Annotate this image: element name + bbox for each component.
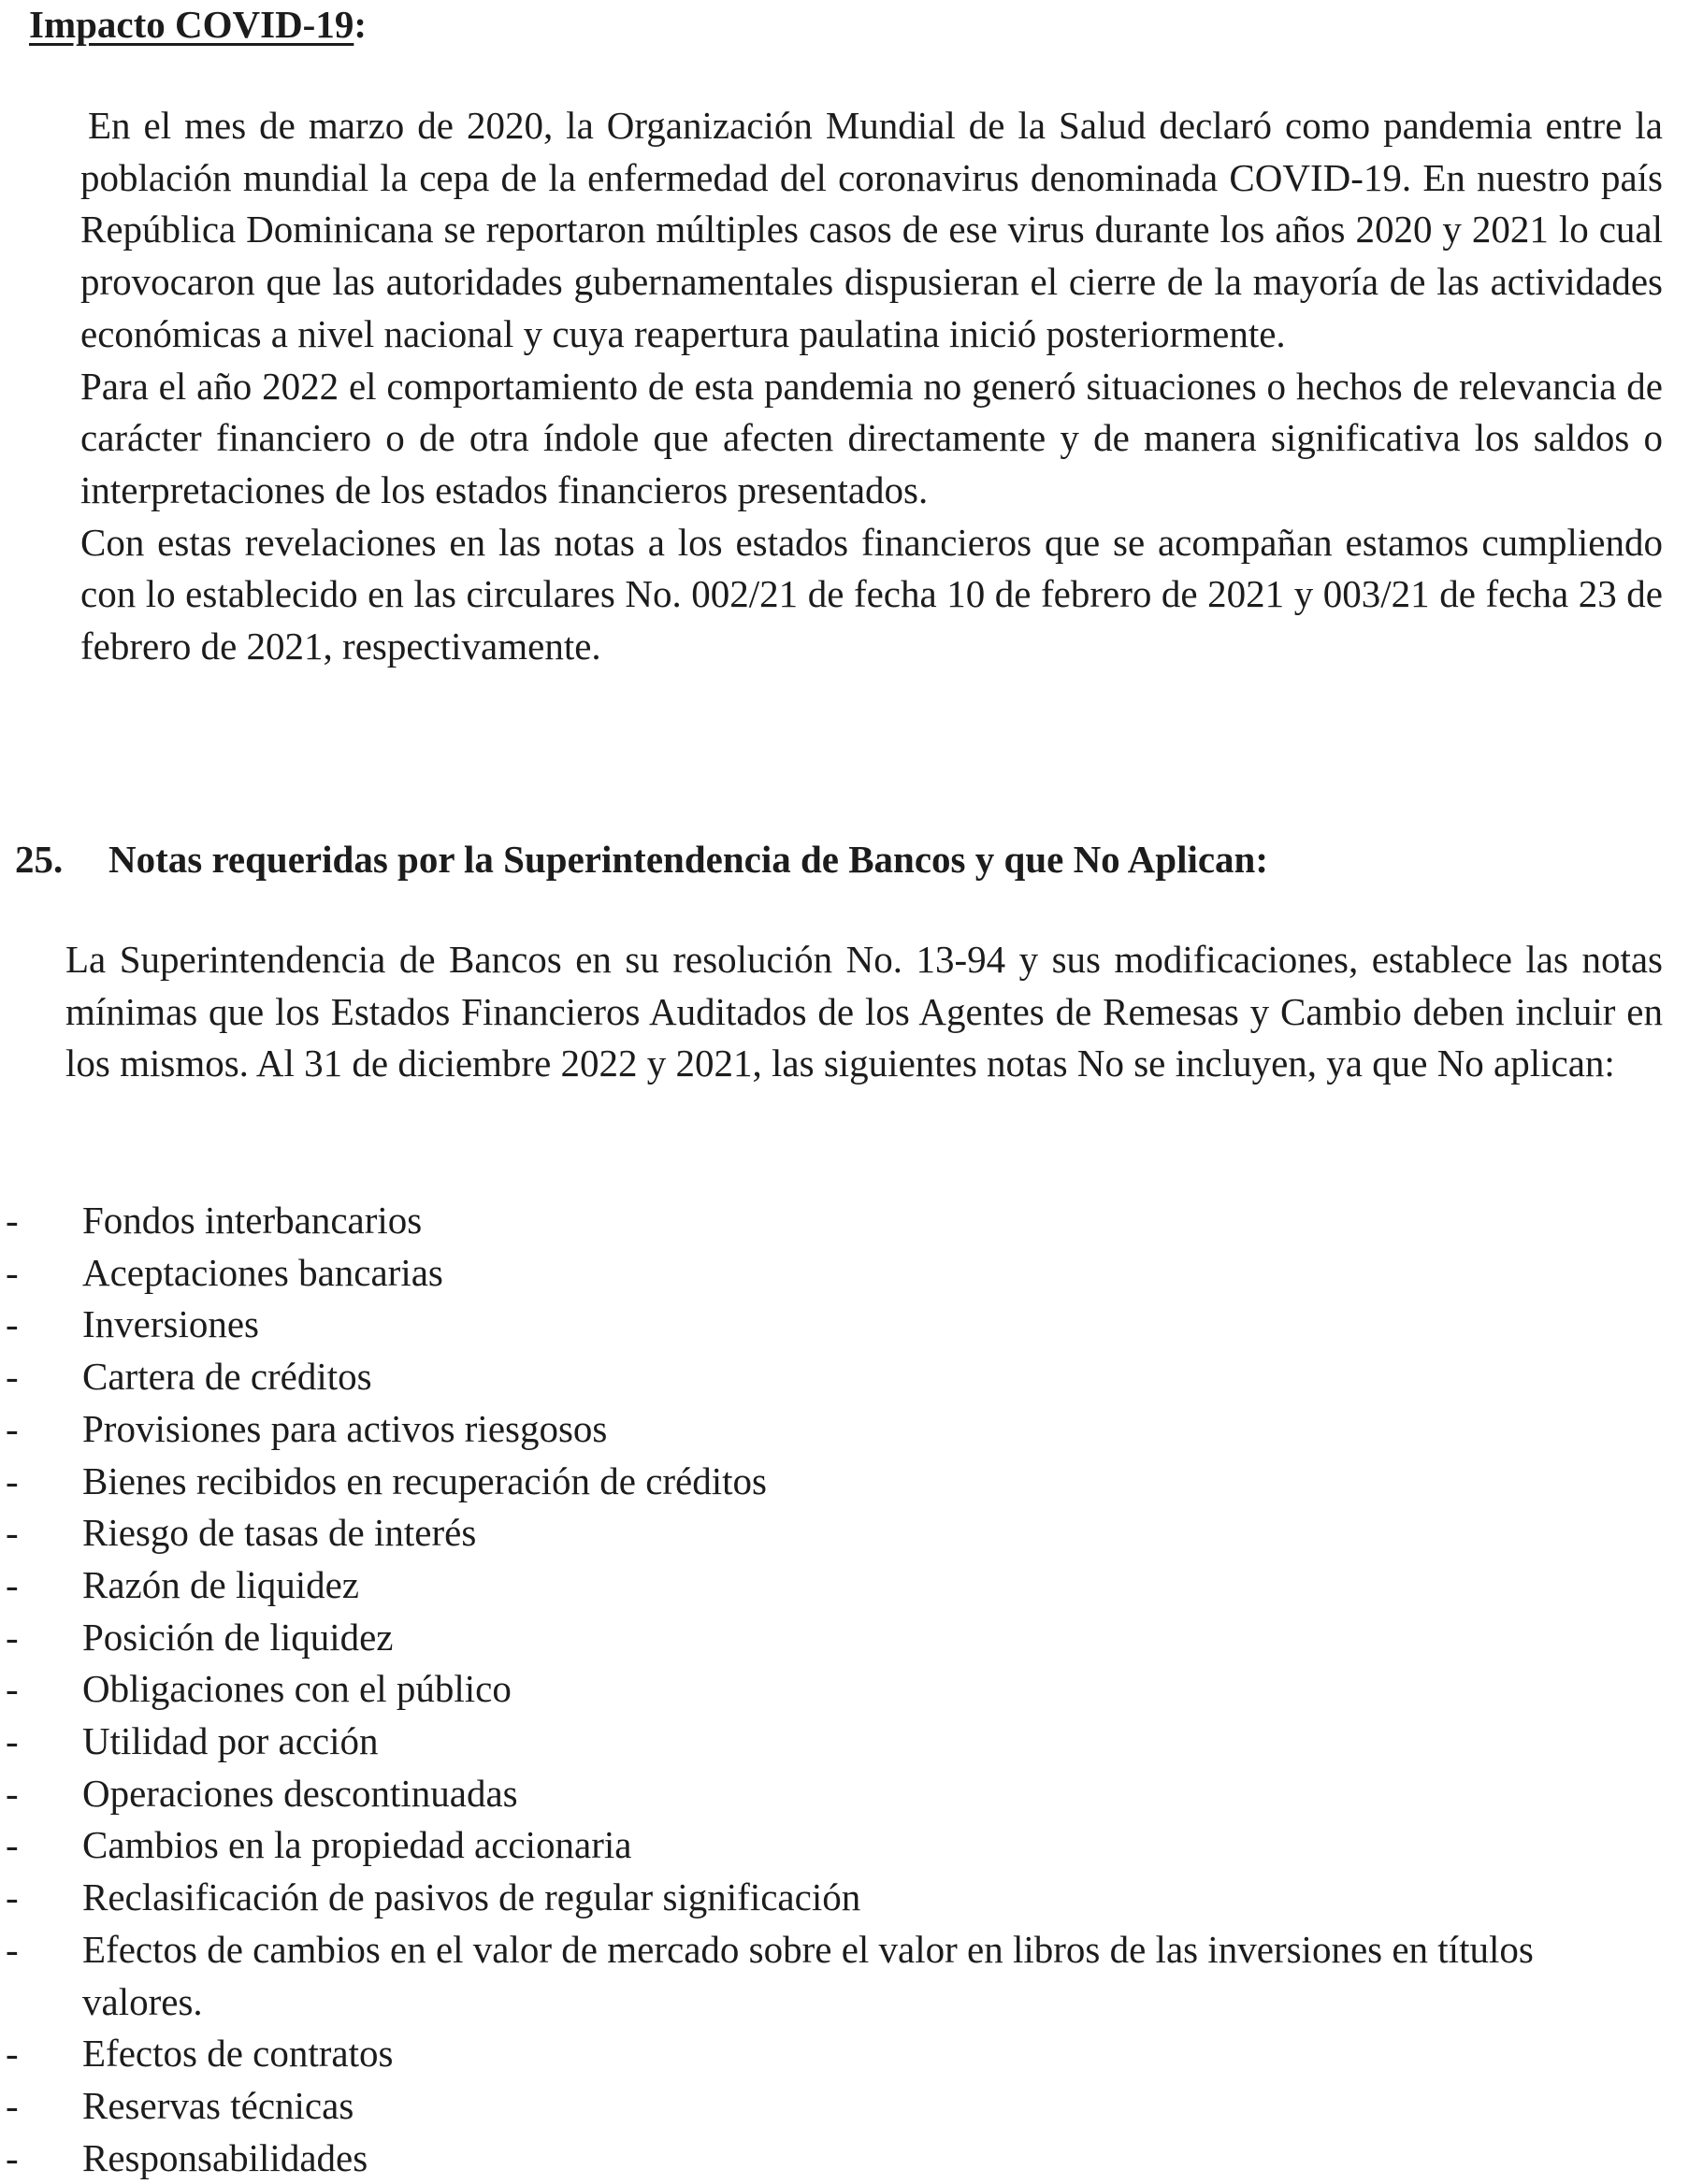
- list-item: [0, 1351, 1625, 1403]
- covid-heading: [29, 0, 367, 49]
- list-item-text: Reservas técnicas: [82, 2083, 354, 2127]
- list-item-text: Cartera de créditos: [82, 1355, 372, 1399]
- list-bullet-dash: -: [6, 1355, 19, 1399]
- list-item-text: Razón de liquidez: [82, 1562, 360, 1606]
- list-item: [0, 1872, 1625, 1924]
- list-bullet-dash: -: [6, 1667, 19, 1711]
- covid-heading-text: Impacto COVID-19: [29, 3, 354, 46]
- list-bullet-dash: -: [6, 1511, 19, 1555]
- list-item: [0, 1456, 1625, 1508]
- list-item: [0, 1768, 1625, 1820]
- list-bullet-dash: -: [6, 1250, 19, 1294]
- list-item: [0, 1716, 1625, 1768]
- list-bullet-dash: -: [6, 1562, 19, 1606]
- list-item-text: Aceptaciones bancarias: [82, 1250, 443, 1294]
- list-bullet-dash: -: [6, 2032, 19, 2076]
- list-bullet-dash: -: [6, 1719, 19, 1763]
- list-item: [0, 1663, 1625, 1716]
- list-item: [0, 1195, 1625, 1247]
- list-item: [0, 1403, 1625, 1456]
- list-item-text: Inversiones: [82, 1302, 260, 1346]
- list-bullet-dash: -: [6, 2135, 19, 2179]
- list-bullet-dash: -: [6, 1875, 19, 1919]
- section-title: Notas requeridas por la Superintendencia de Bancos y que No Aplican:: [108, 838, 1269, 881]
- not-applicable-notes-list: [0, 1195, 1703, 2184]
- list-item: [0, 1924, 1625, 2028]
- covid-paragraph-2: Para el año 2022 el comportamiento de esta pandemia no generó situaciones o hechos de relevancia de carácter financiero o de otra índole que afecten directamente y de manera significativa los saldos o interpretaciones de los estados financieros presentados.: [80, 364, 1663, 511]
- list-bullet-dash: -: [6, 1199, 19, 1242]
- list-bullet-dash: -: [6, 2083, 19, 2127]
- list-item: [0, 1299, 1625, 1351]
- list-item: [0, 2080, 1625, 2133]
- list-item-text: Reclasificación de pasivos de regular significación: [82, 1875, 861, 1919]
- list-item: [0, 1612, 1625, 1664]
- list-bullet-dash: -: [6, 1406, 19, 1450]
- covid-paragraph-1: En el mes de marzo de 2020, la Organización Mundial de la Salud declaró como pandemia entre la población mundial la cepa de la enfermedad del coronavirus denominada COVID-19. En nuestro país República Dominicana se reportaron múltiples casos de ese virus durante los años 2020 y 2021 lo cual provocaron que las autoridades gubernamentales dispusieran el cierre de la mayoría de las actividades económicas a nivel nacional y cuya reapertura paulatina inició posteriormente.: [80, 104, 1663, 355]
- list-item: [0, 1247, 1625, 1300]
- covid-paragraph-3: Con estas revelaciones en las notas a los estados financieros que se acompañan estamos cumpliendo con lo establecido en las circulares No. 002/21 de fecha 10 de febrero de 2021 y 003/21 de fecha 23 de febrero de 2021, respectivamente.: [80, 520, 1663, 668]
- list-bullet-dash: -: [6, 1615, 19, 1659]
- list-item-text: Fondos interbancarios: [82, 1199, 423, 1242]
- list-item-text: Cambios en la propiedad accionaria: [82, 1823, 632, 1867]
- covid-paragraphs: [80, 100, 1663, 673]
- list-item: [0, 1819, 1625, 1872]
- list-item-text: Operaciones descontinuadas: [82, 1771, 518, 1815]
- list-item-text: Efectos de cambios en el valor de mercado sobre el valor en libros de las inversiones en títulos valores.: [82, 1927, 1534, 2023]
- list-bullet-dash: -: [6, 1771, 19, 1815]
- section-25-heading: [15, 835, 1268, 884]
- list-bullet-dash: -: [6, 1823, 19, 1867]
- list-item-text: Posición de liquidez: [82, 1615, 394, 1659]
- list-item-text: Responsabilidades: [82, 2135, 368, 2179]
- list-item-text: Efectos de contratos: [82, 2032, 394, 2076]
- list-bullet-dash: -: [6, 1302, 19, 1346]
- list-item: [0, 2028, 1625, 2080]
- list-item-text: Provisiones para activos riesgosos: [82, 1406, 608, 1450]
- list-item: [0, 1507, 1625, 1559]
- list-item-text: Bienes recibidos en recuperación de créditos: [82, 1458, 767, 1502]
- list-bullet-dash: -: [6, 1927, 19, 1971]
- list-item-text: Utilidad por acción: [82, 1719, 379, 1763]
- section-25-intro: La Superintendencia de Bancos en su resolución No. 13-94 y sus modificaciones, establece las notas mínimas que los Estados Financieros Auditados de los Agentes de Remesas y Cambio deben incluir en los mismos. Al 31 de diciembre 2022 y 2021, las siguientes notas No se incluyen, ya que No aplican:: [65, 938, 1663, 1085]
- list-item: [0, 2133, 1625, 2184]
- covid-heading-colon: :: [354, 3, 367, 46]
- list-item-text: Riesgo de tasas de interés: [82, 1511, 477, 1555]
- list-item-text: Obligaciones con el público: [82, 1667, 512, 1711]
- section-number: 25.: [15, 838, 64, 881]
- list-bullet-dash: -: [6, 1458, 19, 1502]
- list-item: [0, 1559, 1625, 1612]
